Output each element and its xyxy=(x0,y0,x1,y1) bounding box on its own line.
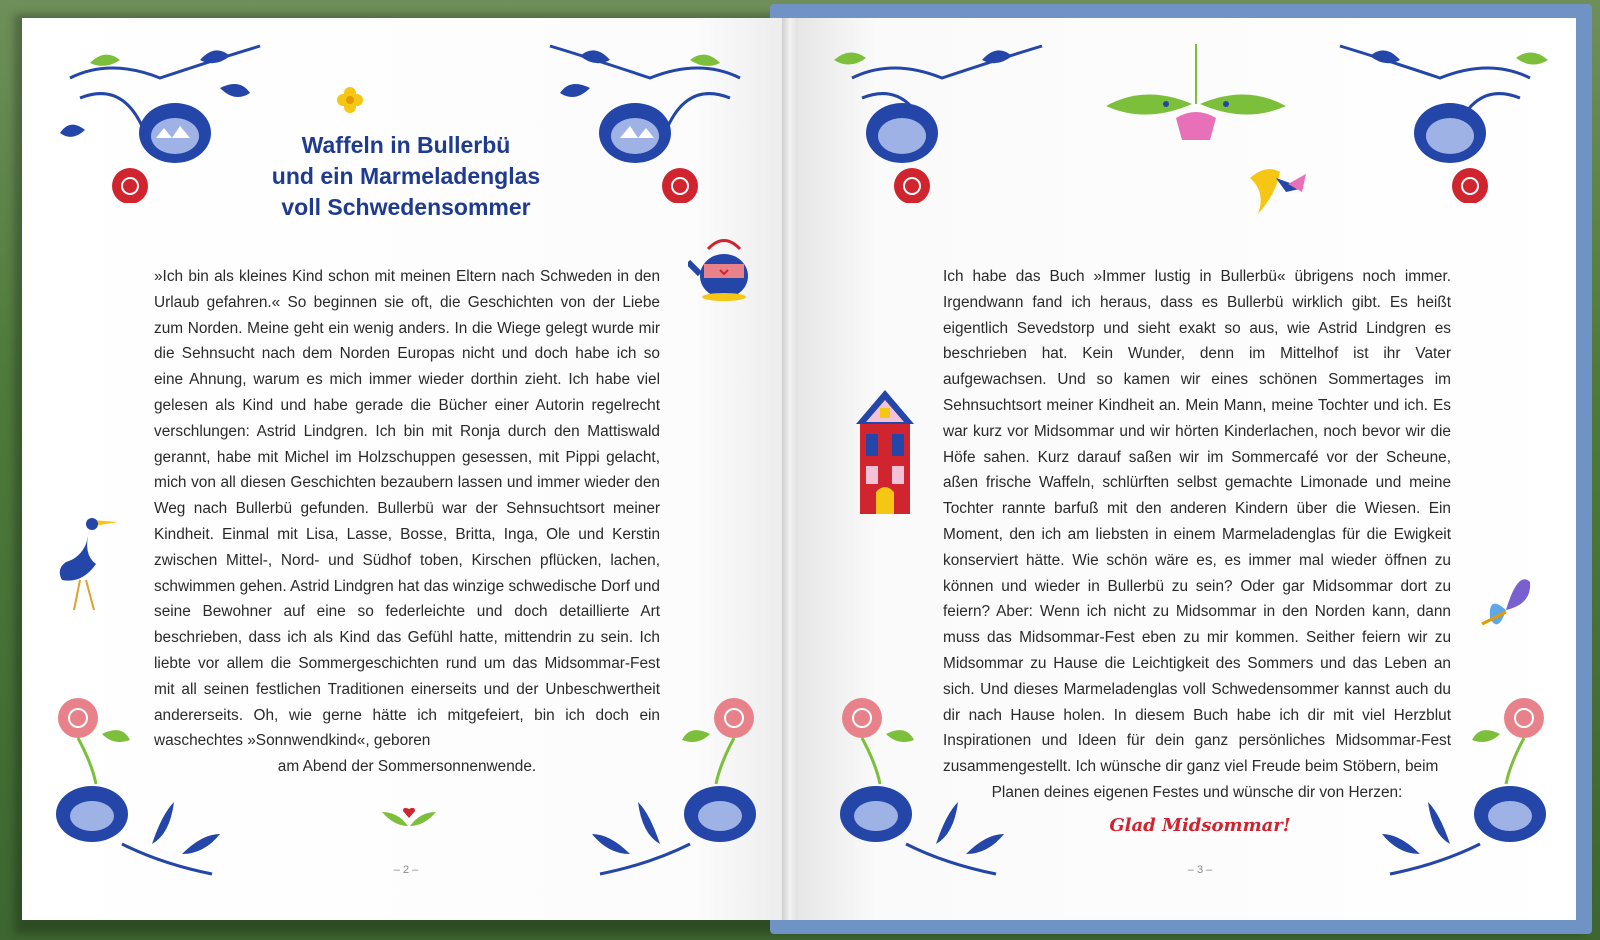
body-paragraph: Ich habe das Buch »Immer lustig in Bullerbü« übrigens noch immer. Irgendwann fand ich heraus, dass es Bullerbü wirklich gibt. Es heißt eigentlich Sevedstorp und sieht exakt so aus, wie Astrid Lindgren es beschrieben hat. Kein Wunder, denn im Mittelhof ist ihr Vater aufgewachsen. Und so kamen wir eines schönen Sommertages im Sehnsuchtsort meiner Kindheit an. Mein Mann, meine Tochter und ich. Es war kurz vor Midsommar und wir hörten Kinderlachen, noch bevor wir die Höfe sahen. Kurz darauf saßen wir im Sommercafé vor der Scheune, aßen frische Waffeln, schlürften selbst gemachte Limonade und meine Tochter rannte barfuß mit den anderen Kindern über die Wiesen. Ein Moment, den ich am liebsten in einem Marmeladenglas für die Ewigkeit konserviert hätte. Wie schön wäre es, es immer mal wieder öffnen zu können und wieder in Bullerbü zu sein? Oder gar Midsommar dort zu feiern? Aber: Wenn ich nicht zu Midsommar in den Norden kann, dann muss das Midsommar-Fest eben zu mir kommen. Seither feiern wir zu Midsommar zu Hause die Leichtigkeit des Sommers und das Leben an sich. Und dieses Marmeladenglas voll Schwedensommer kannst auch du dir nach Hause holen. In diesem Buch habe ich dir mit viel Herzblut Inspirationen und Ideen für dein ganz persönliches Midsommar-Fest zusammengestellt. Ich wünsche dir ganz viel Freude beim Stöbern, beim xyxy=(943,268,1451,776)
flying-bird-icon xyxy=(1246,158,1308,220)
page-title xyxy=(212,130,600,223)
body-paragraph: »Ich bin als kleines Kind schon mit meinen Eltern nach Schweden in den Urlaub gefahren.« So beginnen sie oft, die Geschichten von der Liebe zum Norden. Meine geht ein wenig anders. In die Wiege gelegt wurde mir die Sehnsucht nach dem Norden Europas nicht und doch habe ich so eine Ahnung, warum es mich immer wieder dorthin zieht. Ich habe viel gelesen als Kind und habe gerade die Bücher einer Autorin regelrecht verschlungen: Astrid Lindgren. Ich bin mit Ronja durch den Mattiswald gerannt, habe mit Michel im Holzschuppen gesessen, mit Pippi gelacht, mich von all diesen Geschichten bezaubern lassen und immer wieder den Weg nach Bullerbü gefunden. Bullerbü war der Sehnsuchtsort meiner Kindheit. Einmal mit Lisa, Lasse, Bosse, Britta, Inga, Ole und Kerstin zwischen Mittel-, Nord- und Südhof toben, Kirschen pflücken, lachen, schwimmen gehen. Astrid Lindgren hat das winzige schwedische Dorf und seine Bewohner auf eine so federleichte und doch detaillierte Art beschrieben, dass ich als Kind das Gefühl hatte, mittendrin zu sein. Ich liebte vor allem die Sommergeschichten rund um das Midsommar-Fest mit all seinen festlichen Traditionen einerseits und der Unbeschwertheit andererseits. Oh, wie gerne hätte ich mitgefeiert, bin ich doch ein waschechtes »Sonnwendkind«, geboren xyxy=(154,268,660,750)
teapot-icon xyxy=(688,234,760,306)
yellow-flower-icon xyxy=(336,86,364,114)
title-line: Waffeln in Bullerbü xyxy=(301,132,511,158)
butterfly-icon xyxy=(1478,574,1532,640)
folk-flower-ornament-icon xyxy=(832,38,1052,203)
heart-leaves-icon xyxy=(380,804,438,830)
body-last-line: am Abend der Sommersonnenwende. xyxy=(277,758,537,776)
title-line: und ein Marmeladenglas xyxy=(271,163,541,189)
folk-flower-ornament-icon xyxy=(1330,38,1550,203)
body-last-line: Planen deines eigenen Festes und wünsche dir von Herzen: xyxy=(991,783,1403,801)
greeting: Glad Midsommar! xyxy=(1109,815,1291,836)
right-body-text xyxy=(943,264,1451,806)
title-line: voll Schwedensommer xyxy=(281,194,531,220)
left-body-text xyxy=(154,264,660,780)
heron-bird-icon xyxy=(52,514,122,614)
hanging-flower-icon xyxy=(1096,44,1296,144)
house-icon xyxy=(852,388,918,518)
page-number: – 2 – xyxy=(393,864,419,876)
page-number: – 3 – xyxy=(1187,864,1213,876)
